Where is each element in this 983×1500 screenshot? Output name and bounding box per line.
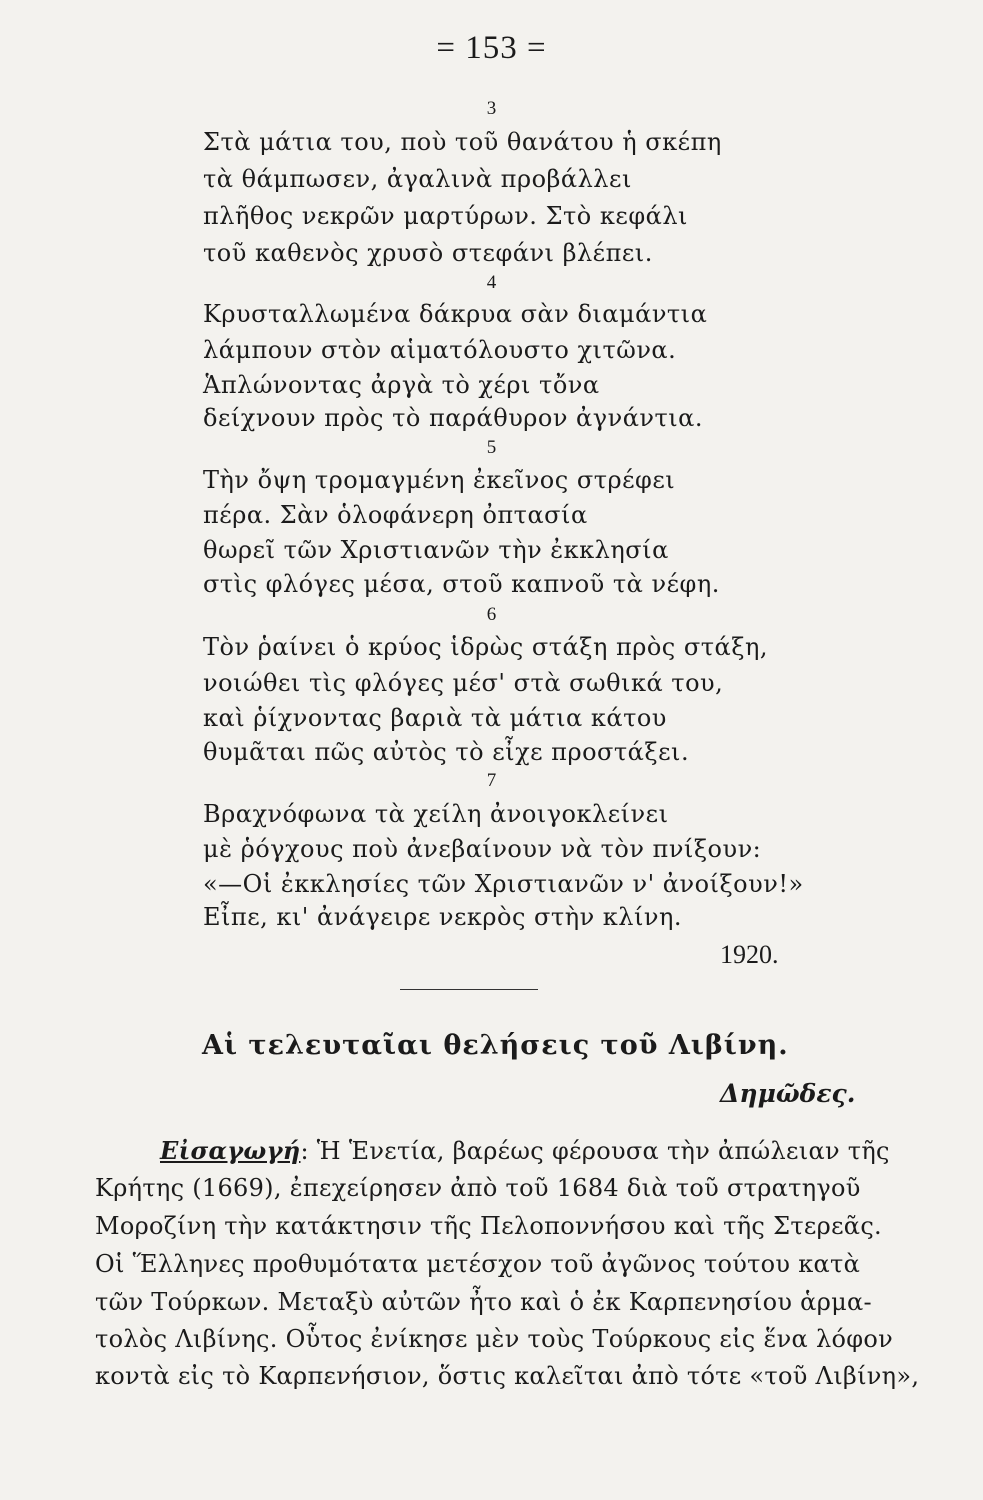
stanza-number: 6 (486, 604, 497, 625)
verse-line: στὶς φλόγες μέσα, στοῦ καπνοῦ τὰ νέφη. (203, 570, 720, 598)
verse-line: Εἶπε, κι' ἀνάγειρε νεκρὸς στὴν κλίνη. (203, 903, 683, 931)
verse-line: Βραχνόφωνα τὰ χείλη ἀνοιγοκλείνει (203, 800, 669, 828)
verse-line: μὲ ῥόγχους ποὺ ἀνεβαίνουν νὰ τὸν πνίξουν: (203, 835, 762, 863)
verse-line: νοιώθει τὶς φλόγες μέσ' στὰ σωθικά του, (203, 669, 724, 697)
verse-line: Κρυσταλλωμένα δάκρυα σὰν διαμάντια (203, 300, 708, 328)
verse-line: τοῦ καθενὸς χρυσὸ στεφάνι βλέπει. (203, 239, 653, 267)
poem-year: 1920. (720, 940, 779, 969)
verse-line: τὰ θάμπωσεν, ἀγαλινὰ προβάλλει (203, 165, 632, 193)
prose-line: τολὸς Λιβίνης. Οὗτος ἐνίκησε μὲν τοὺς Τούρκους εἰς ἕνα λόφον (95, 1325, 893, 1353)
verse-line: Τὴν ὄψη τρομαγμένη ἐκεῖνος στρέφει (203, 466, 676, 494)
prose-line: : Ἡ Ἑνετία, βαρέως φέρουσα τὴν ἀπώλειαν τῆς (300, 1137, 890, 1165)
verse-line: «—Οἱ ἐκκλησίες τῶν Χριστιανῶν ν' ἀνοίξουν!» (203, 870, 804, 898)
prose-line: Κρήτης (1669), ἐπεχείρησεν ἀπὸ τοῦ 1684 διὰ τοῦ στρατηγοῦ (95, 1174, 861, 1202)
verse-line: δείχνουν πρὸς τὸ παράθυρον ἀγνάντια. (203, 404, 704, 432)
verse-line: Στὰ μάτια του, ποὺ τοῦ θανάτου ἡ σκέπη (203, 128, 722, 156)
section-title: Αἱ τελευταῖαι θελήσεις τοῦ Λιβίνη. (202, 1030, 789, 1061)
stanza-number: 3 (486, 98, 497, 119)
section-subtitle: Δημῶδες. (720, 1079, 856, 1108)
verse-line: λάμπουν στὸν αἱματόλουστο χιτῶνα. (203, 336, 677, 364)
intro-label: Εἰσαγωγή (160, 1136, 301, 1165)
verse-line: Ἁπλώνοντας ἀργὰ τὸ χέρι τὄνα (203, 371, 600, 399)
section-divider (400, 989, 538, 990)
verse-line: πέρα. Σὰν ὁλοφάνερη ὀπτασία (203, 501, 588, 529)
page-number: = 153 = (436, 30, 547, 66)
verse-line: θωρεῖ τῶν Χριστιανῶν τὴν ἐκκλησία (203, 536, 669, 564)
stanza-number: 5 (486, 437, 497, 458)
prose-line: τῶν Τούρκων. Μεταξὺ αὐτῶν ἦτο καὶ ὁ ἐκ Καρπενησίου ἁρμα- (95, 1288, 872, 1316)
verse-line: πλῆθος νεκρῶν μαρτύρων. Στὸ κεφάλι (203, 202, 688, 230)
stanza-number: 7 (486, 770, 497, 791)
verse-line: Τὸν ῥαίνει ὁ κρύος ἱδρὼς στάξη πρὸς στάξη, (203, 633, 768, 661)
prose-line: Μοροζίνη τὴν κατάκτησιν τῆς Πελοποννήσου καὶ τῆς Στερεᾶς. (95, 1212, 882, 1240)
stanza-number: 4 (486, 272, 497, 293)
intro-first-line (160, 1136, 890, 1165)
verse-line: καὶ ῥίχνοντας βαριὰ τὰ μάτια κάτου (203, 704, 667, 732)
prose-line: κοντὰ εἰς τὸ Καρπενήσιον, ὅστις καλεῖται ἀπὸ τότε «τοῦ Λιβίνη», (95, 1362, 920, 1390)
prose-line: Οἱ Ἕλληνες προθυμότατα μετέσχον τοῦ ἀγῶνος τούτου κατὰ (95, 1250, 861, 1278)
verse-line: θυμᾶται πῶς αὐτὸς τὸ εἶχε προστάξει. (203, 738, 690, 766)
